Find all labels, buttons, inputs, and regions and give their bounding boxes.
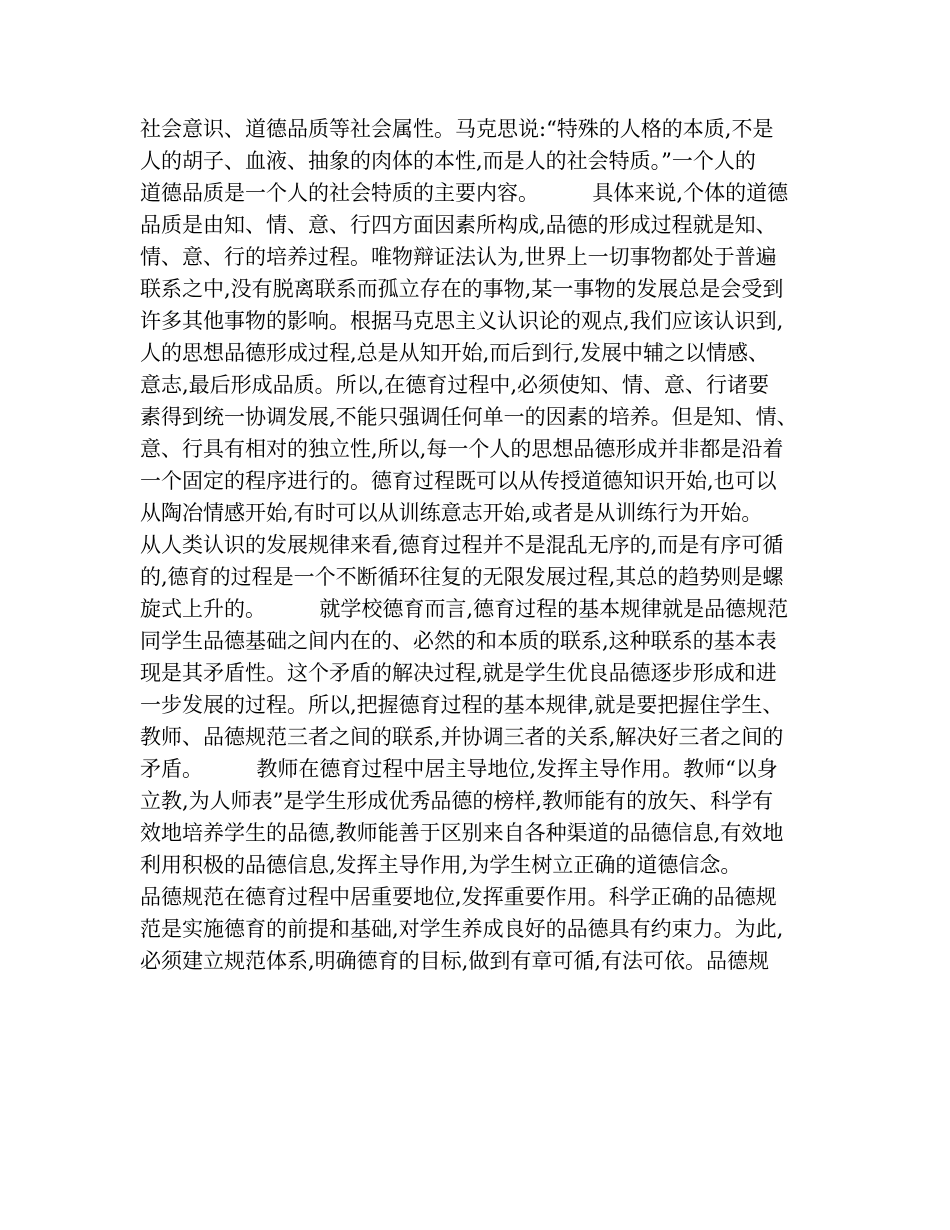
text-line: 教师、品德规范三者之间的联系,并协调三者的关系,解决好三者之间的 (140, 725, 784, 749)
text-line: 许多其他事物的影响。根据马克思主义认识论的观点,我们应该认识到, (140, 309, 784, 333)
text-line: 必须建立规范体系,明确德育的目标,做到有章可循,有法可依。品德规 (140, 949, 770, 973)
text-line: 旋式上升的。 就学校德育而言,德育过程的基本规律就是品德规范 (140, 597, 789, 621)
text-line: 情、意、行的培养过程。唯物辩证法认为,世界上一切事物都处于普遍 (140, 245, 777, 269)
text-line: 一步发展的过程。所以,把握德育过程的基本规律,就是要把握住学生、 (140, 693, 784, 717)
text-line: 范是实施德育的前提和基础,对学生养成良好的品德具有约束力。为此, (140, 917, 784, 941)
body-text (140, 113, 830, 977)
text-line: 从人类认识的发展规律来看,德育过程并不是混乱无序的,而是有序可循 (140, 533, 784, 557)
text-line: 联系之中,没有脱离联系而孤立存在的事物,某一事物的发展总是会受到 (140, 277, 784, 301)
text-line: 人的胡子、血液、抽象的肉体的本性,而是人的社会特质。”一个人的 (140, 149, 756, 173)
text-line: 品德规范在德育过程中居重要地位,发挥重要作用。科学正确的品德规 (140, 885, 777, 909)
text-line: 从陶冶情感开始,有时可以从训练意志开始,或者是从训练行为开始。 (140, 501, 763, 525)
text-line: 道德品质是一个人的社会特质的主要内容。 具体来说,个体的道德 (140, 181, 789, 205)
text-line: 矛盾。 教师在德育过程中居主导地位,发挥主导作用。教师“以身 (140, 757, 778, 781)
text-line: 意志,最后形成品质。所以,在德育过程中,必须使知、情、意、行诸要 (140, 373, 770, 397)
text-line: 社会意识、道德品质等社会属性。马克思说:“特殊的人格的本质,不是 (140, 117, 774, 141)
text-line: 同学生品德基础之间内在的、必然的和本质的联系,这种联系的基本表 (140, 629, 777, 653)
text-line: 立教,为人师表”是学生形成优秀品德的榜样,教师能有的放矢、科学有 (140, 789, 774, 813)
text-line: 人的思想品德形成过程,总是从知开始,而后到行,发展中辅之以情感、 (140, 341, 770, 365)
text-line: 利用积极的品德信息,发挥主导作用,为学生树立正确的道德信念。 (140, 853, 742, 877)
text-line: 的,德育的过程是一个不断循环往复的无限发展过程,其总的趋势则是螺 (140, 565, 784, 589)
text-line: 效地培养学生的品德,教师能善于区别来自各种渠道的品德信息,有效地 (140, 821, 784, 845)
text-line: 素得到统一协调发展,不能只强调任何单一的因素的培养。但是知、情、 (140, 405, 798, 429)
text-line: 现是其矛盾性。这个矛盾的解决过程,就是学生优良品德逐步形成和进 (140, 661, 777, 685)
text-line: 品质是由知、情、意、行四方面因素所构成,品德的形成过程就是知、 (140, 213, 777, 237)
text-line: 意、行具有相对的独立性,所以,每一个人的思想品德形成并非都是沿着 (140, 437, 784, 461)
text-line: 一个固定的程序进行的。德育过程既可以从传授道德知识开始,也可以 (140, 469, 777, 493)
